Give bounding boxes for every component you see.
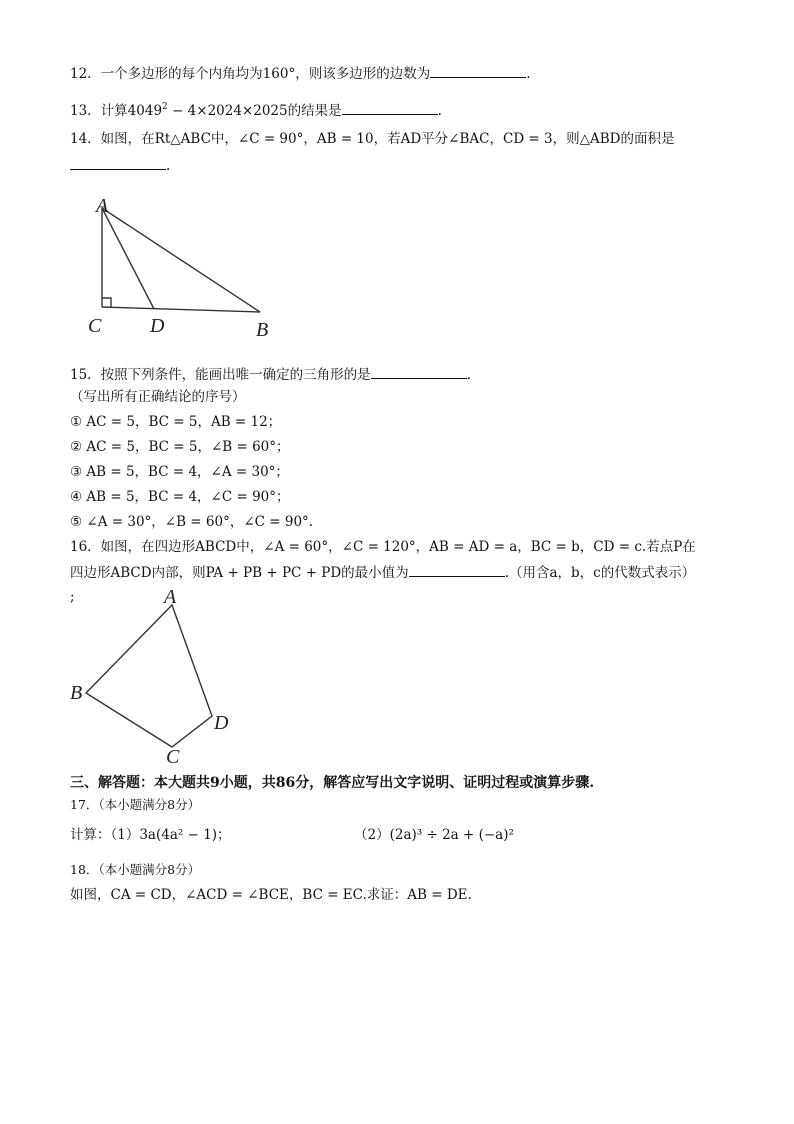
- option-4: ④ AB = 5，BC = 4，∠C = 90°；: [70, 489, 290, 505]
- question-14-blank-line: [70, 156, 170, 175]
- label-c: C: [166, 746, 180, 765]
- side-cb: [102, 307, 260, 312]
- question-14-text: 14．如图，在Rt△ABC中，∠C = 90°，AB = 10，若AD平分∠BAC，CD = 3，则△ABD的面积是: [70, 131, 675, 147]
- answer-blank-12: [430, 64, 526, 78]
- label-b: B: [256, 319, 269, 341]
- label-b: B: [70, 682, 83, 704]
- figure-16-quadrilateral: [66, 585, 266, 765]
- question-18-head: 18．（本小题满分8分）: [70, 862, 201, 877]
- label-a: A: [164, 586, 177, 608]
- option-5: ⑤ ∠A = 30°，∠B = 60°，∠C = 90°.: [70, 514, 314, 530]
- segment-ad: [102, 208, 154, 309]
- label-d: D: [214, 712, 229, 734]
- label-d: D: [150, 315, 165, 337]
- right-angle-mark: [102, 298, 111, 307]
- q17-prefix: 计算：（1）: [70, 827, 140, 843]
- q17-part2: (2a)³ ÷ 2a + (−a)²: [389, 827, 514, 843]
- option-1: ① AC = 5，BC = 5，AB = 12；: [70, 414, 282, 430]
- question-13-text: 13．计算4049: [70, 103, 163, 119]
- exponent: 2: [162, 102, 168, 112]
- question-12: [70, 64, 531, 83]
- question-13: [70, 98, 442, 120]
- q17-part2-label: （2）: [354, 827, 390, 843]
- question-16-line1: 16．如图，在四边形ABCD中，∠A = 60°，∠C = 120°，AB = AD = a，BC = b，CD = c.若点P在: [70, 539, 696, 555]
- period: .: [166, 158, 171, 174]
- period: .: [526, 66, 531, 82]
- q17-part1: 3a(4a² − 1)；: [139, 827, 231, 843]
- answer-blank-16: [409, 563, 505, 577]
- side-ab: [102, 208, 260, 312]
- question-16-line2-end: .（用含a，b，c的代数式表示）: [504, 565, 696, 581]
- period: .: [466, 367, 471, 383]
- question-15: [70, 365, 471, 384]
- section-heading: 三、解答题：本大题共9小题，共86分，解答应写出文字说明、证明过程或演算步骤.: [70, 775, 595, 791]
- option-2: ② AC = 5，BC = 5，∠B = 60°；: [70, 439, 290, 455]
- question-16-line2-text: 四边形ABCD内部，则PA + PB + PC + PD的最小值为: [70, 565, 409, 581]
- question-18-body: 如图，CA = CD，∠ACD = ∠BCE，BC = EC.求证：AB = DE.: [70, 887, 472, 903]
- question-14: [70, 130, 675, 148]
- period: .: [437, 103, 442, 119]
- label-a: A: [96, 195, 109, 217]
- question-15-note: （写出所有正确结论的序号）: [70, 389, 246, 405]
- question-17: [70, 826, 231, 844]
- question-12-text: 12．一个多边形的每个内角均为160°，则该多边形的边数为: [70, 66, 431, 82]
- figure-14-triangle: [80, 192, 320, 342]
- option-3: ③ AB = 5，BC = 4，∠A = 30°；: [70, 464, 289, 480]
- question-17-part2: [354, 826, 514, 844]
- answer-blank-14: [70, 156, 166, 170]
- question-13-rest: − 4×2024×2025的结果是: [167, 103, 342, 119]
- question-15-text: 15．按照下列条件，能画出唯一确定的三角形的是: [70, 367, 371, 383]
- quadrilateral-abcd: [86, 605, 212, 747]
- label-c: C: [88, 315, 102, 337]
- answer-blank-13: [342, 101, 438, 115]
- answer-blank-15: [371, 365, 467, 379]
- question-16-line2: [70, 563, 695, 582]
- question-17-head: 17．（本小题满分8分）: [70, 797, 201, 812]
- stray-mark: ;: [70, 589, 75, 605]
- question-16: [70, 538, 696, 556]
